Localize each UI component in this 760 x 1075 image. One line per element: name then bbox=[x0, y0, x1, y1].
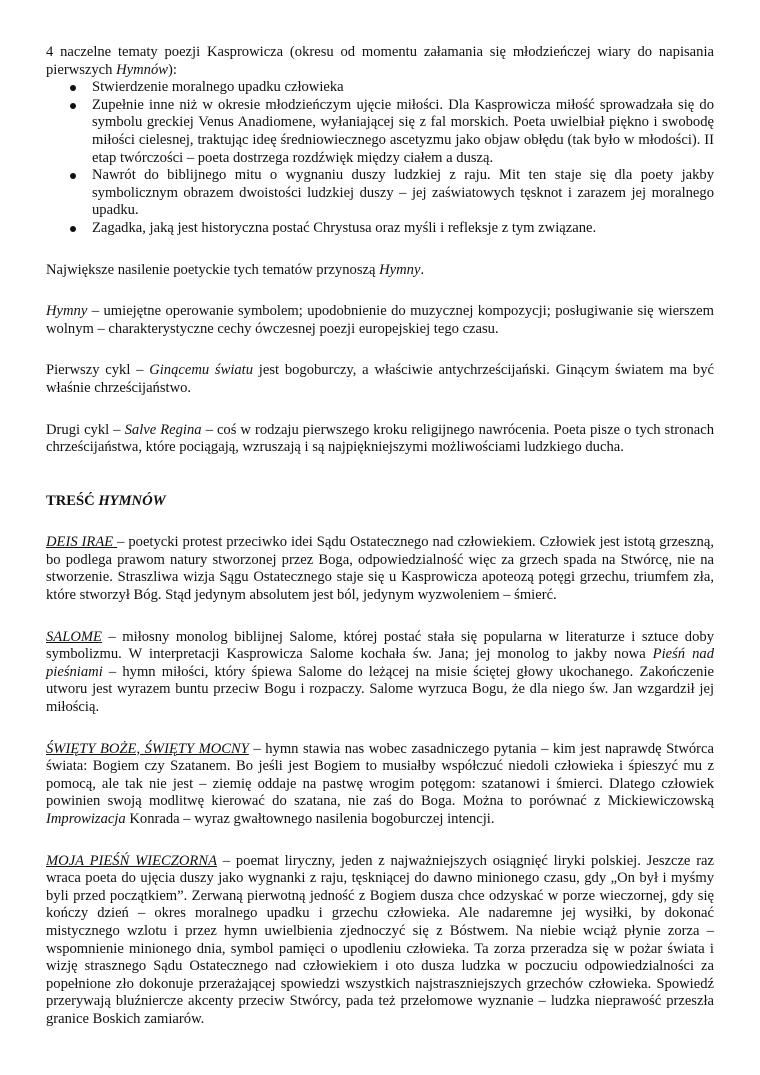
list-item-text: Zagadka, jaką jest historyczna postać Chrystusa oraz myśli i refleksje z tym związane. bbox=[92, 219, 597, 236]
nasilenie-end: . bbox=[420, 261, 425, 278]
nasilenie-hymny: Hymny bbox=[379, 261, 421, 278]
intro-end: ): bbox=[168, 61, 177, 78]
list-item bbox=[46, 79, 714, 97]
section-heading-b: HYMNÓW bbox=[98, 492, 166, 509]
hymny-italic: Hymny bbox=[46, 303, 88, 320]
list-item-text: Nawrót do biblijnego mitu o wygnaniu duszy ludzkiej z raju. Mit ten staje się dla poety jakby symbolicznym obrazem dwoistości ludzkiej duszy – jej zaświatowych tęsknot i zarazem jej moralnego upadku. bbox=[92, 167, 714, 219]
moja-text: – poemat liryczny, jeden z najważniejszych osiągnięć liryki polskiej. Jeszcze raz wraca poeta do ujęcia duszy jako wygnanki z raju, tęskniącej do dawno minionego czasu, gdy „On był i myśmy byli przed początkiem”. Zerwaną pierwotną jedność z Bogiem dusza chce odzyskać w porze wieczornej, gdy się kończy dzień – okres moralnego upadku i grzechu człowieka. Ale nadaremne jej wysiłki, by dokonać mistycznego wzlotu i przez hymn uwielbienia zjednoczyć się z Bóstwem. Na niebie wciąż płynie zorza – wspomnienie minionego dnia, symbol pamięci o upodleniu człowieka. Ta zorza przeradza się w pożar świata i wizję strasznego Sądu Ostatecznego nad człowiekiem i oto dusza ludzka w poczuciu odpowiedzialności za popełnione zło dokonuje przerażającej spowiedzi wszystkich najstraszniejszych grzechów człowieka. Spowiedź przerywają bluźniercze akcenty przeciw Stwórcy, pada też przełomowe wyznanie – ludzka nieprawość przeszła granice Boskich zamiarów. bbox=[46, 852, 715, 1027]
salome-title: SALOME bbox=[46, 628, 102, 645]
cykl2-lead: Drugi cykl – bbox=[46, 421, 125, 438]
nasilenie-paragraph bbox=[46, 262, 714, 280]
swiety-text-b: Konrada – wyraz gwałtownego nasilenia bogoburczej intencji. bbox=[125, 811, 495, 827]
dies-irae-paragraph bbox=[46, 534, 714, 604]
swiety-text-a: – hymn stawia nas wobec zasadniczego pytania – kim jest naprawdę Stwórca świata: Bogiem czy Szatanem. Bo jeśli jest Bogiem to musiałby współczuć niedoli człowieka i śpieszyć mu z pomocą, ale tak nie jest – ziemię oddaje na pastwę wrogim potęgom: szatanowi i śmierci. Dlatego człowiek powinien swoją modlitwę kierować do szatana, nie zaś do Boga. Można to porównać z Mickiewiczowską bbox=[46, 740, 714, 810]
swiety-title: ŚWIĘTY BOŻE, ŚWIĘTY MOCNY bbox=[46, 740, 249, 757]
list-item bbox=[46, 220, 714, 238]
swiety-paragraph bbox=[46, 741, 714, 829]
list-item bbox=[46, 167, 714, 220]
list-item bbox=[46, 97, 714, 167]
salome-italic: Pieśń nad pieśniami bbox=[46, 646, 714, 680]
bullet-icon bbox=[70, 226, 76, 232]
nasilenie-text: Największe nasilenie poetyckie tych tematów przynoszą bbox=[46, 261, 380, 278]
moja-paragraph bbox=[46, 853, 714, 1029]
themes-list bbox=[46, 79, 714, 237]
bullet-icon bbox=[70, 103, 76, 109]
bullet-icon bbox=[70, 85, 76, 91]
intro-hymny-italic: Hymnów bbox=[116, 61, 168, 78]
list-item-text: Zupełnie inne niż w okresie młodzieńczym ujęcie miłości. Dla Kasprowicza miłość sprowadzała się do symbolu greckiej Venus Anadiomene, wyłaniającej się z fal morskich. Poeta uwielbiał piękno i swobodę miłości cielesnej, traktując ideę średniowiecznego ascetyzmu jako objaw obłędu (tak było w młodości). II etap twórczości – poeta dostrzega rozdźwięk między ciałem a duszą. bbox=[92, 96, 714, 166]
intro-paragraph bbox=[46, 44, 714, 79]
cykl1-text: jest bogoburczy, a właściwie antychrześcijański. Ginącym światem ma być właśnie chrześcijaństwo. bbox=[46, 362, 714, 396]
dies-irae-text: – poetycki protest przeciwko idei Sądu Ostatecznego nad człowiekiem. Człowiek jest istotą grzeszną, bo podlega prawom natury stworzonej przez Boga, odpowiedzialność więc za grzech spada na Stwórcę, nie na stworzenie. Straszliwa wizja Sągu Ostatecznego staje się u Kasprowicza apoteozą potęgi grzechu, triumfem zła, które stworzył Bóg. Stąd jedynym absolutem jest ból, jedynym wyzwoleniem – śmierć. bbox=[46, 534, 714, 604]
cykl1-title: Ginącemu światu bbox=[149, 362, 254, 379]
swiety-italic: Improwizacja bbox=[46, 811, 126, 827]
intro-text: 4 naczelne tematy poezji Kasprowicza (okresu od momentu załamania się młodzieńczej wiary do napisania pierwszych bbox=[46, 44, 714, 78]
cykl1-paragraph bbox=[46, 362, 714, 397]
hymny-paragraph bbox=[46, 303, 714, 338]
dies-irae-title: DEIS IRAE bbox=[46, 534, 118, 551]
salome-paragraph bbox=[46, 629, 714, 717]
cykl1-lead: Pierwszy cykl – bbox=[46, 362, 150, 379]
moja-title: MOJA PIEŚŃ WIECZORNA bbox=[46, 852, 217, 869]
list-item-text: Stwierdzenie moralnego upadku człowieka bbox=[92, 79, 344, 96]
section-heading-a: TREŚĆ bbox=[46, 492, 99, 509]
cykl2-paragraph bbox=[46, 422, 714, 457]
cykl2-text: – coś w rodzaju pierwszego kroku religijnego nawrócenia. Poeta pisze o tych stronach chrześcijaństwa, które pociągają, wzruszają i są najpiękniejszymi możliwościami ludzkiego ducha. bbox=[46, 421, 714, 456]
cykl2-title: Salve Regina bbox=[124, 421, 202, 438]
hymny-text: – umiejętne operowanie symbolem; upodobnienie do muzycznej kompozycji; posługiwanie się wierszem wolnym – charakterystyczne cechy ówczesnej poezji europejskiej tego czasu. bbox=[46, 303, 714, 337]
salome-text-a: – miłosny monolog biblijnej Salome, której postać stała się popularna w literaturze i sztuce doby symbolizmu. W interpretacji Kasprowicza Salome kochała św. Jana; jej monolog to jakby nowa bbox=[46, 628, 714, 663]
salome-text-b: – hymn miłości, który śpiewa Salome do leżącej na misie ściętej głowy ukochanego. Zakończenie utworu jest wyrazem buntu przeciw Bogu i rozpaczy. Salome wyrzuca Bogu, że dla niego św. Jan wzgardził jej miłością. bbox=[46, 663, 714, 716]
section-heading bbox=[46, 493, 714, 511]
bullet-icon bbox=[70, 173, 76, 179]
